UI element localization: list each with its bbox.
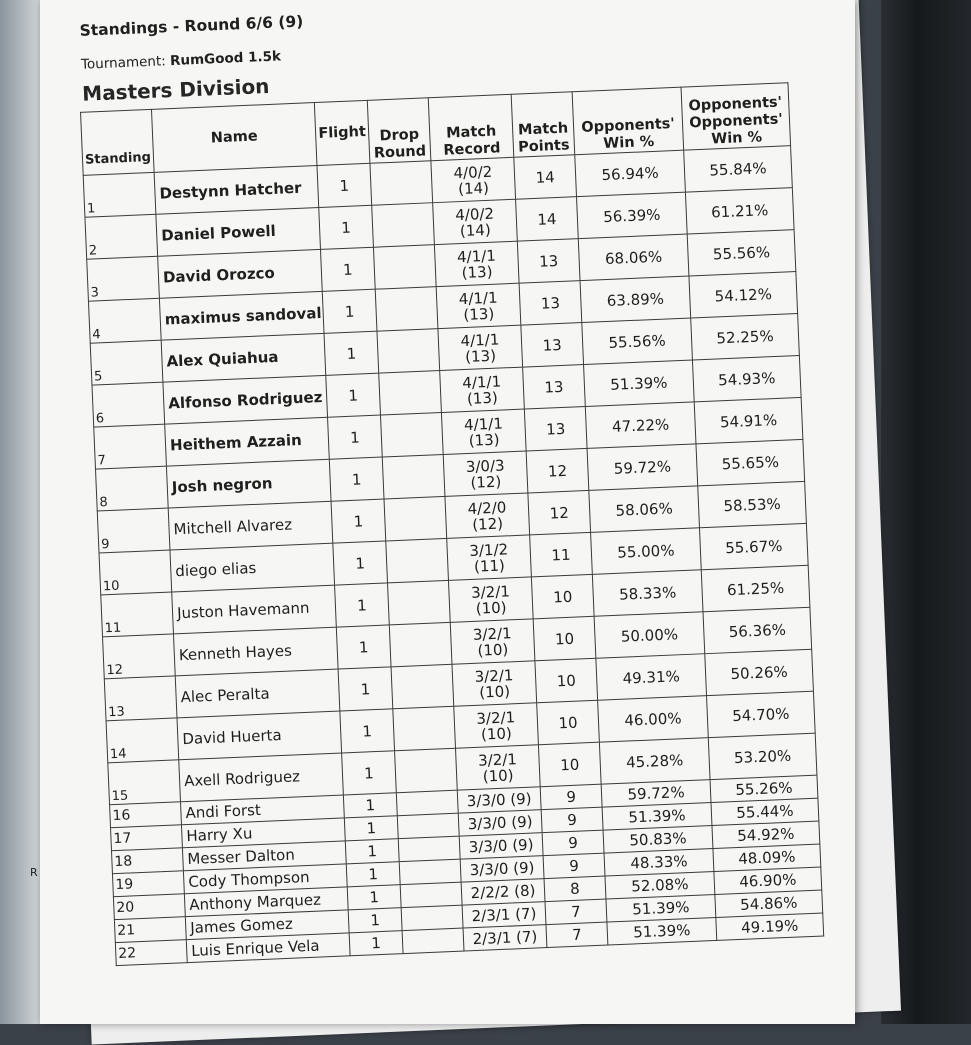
opp-opp-win-cell: 49.19%: [716, 913, 824, 940]
col-header-points-line2: Points: [517, 137, 570, 156]
opp-opp-win-cell: 54.12%: [689, 272, 798, 318]
opponents-win-cell: 68.06%: [578, 234, 689, 281]
player-name-cell: David Orozco: [158, 249, 323, 298]
standing-cell: 17: [111, 825, 183, 851]
match-record-cell: [463, 925, 547, 951]
standing-cell: 13: [104, 676, 177, 721]
opponents-win-cell: 50.83%: [603, 826, 713, 854]
drop-round-cell: [382, 454, 445, 499]
player-name-cell: diego elias: [170, 543, 335, 592]
margin-mark: R: [30, 866, 38, 879]
match-record-text: 4/0/2: [454, 204, 495, 224]
match-record-points: (13): [464, 346, 497, 366]
drop-round-cell: [384, 496, 447, 541]
flight-cell: 1: [338, 667, 393, 711]
standing-cell: 18: [111, 848, 183, 874]
match-record-points: (10): [475, 597, 507, 618]
col-header-oo-line1: Opponents': [688, 94, 783, 115]
standing-cell: 19: [112, 871, 184, 897]
opp-opp-win-cell: 56.36%: [703, 607, 812, 653]
standing-cell: 20: [113, 894, 185, 920]
match-record-points: (13): [461, 262, 493, 282]
match-record-text: 3/2/1: [476, 707, 516, 728]
match-points-cell: 10: [535, 658, 598, 703]
player-name-cell: Harry Xu: [181, 818, 345, 848]
match-record-text: 3/2/1: [474, 665, 514, 686]
standings-rows: [83, 146, 824, 966]
player-name-cell: Kenneth Hayes: [173, 627, 338, 676]
flight-cell: 1: [329, 457, 384, 501]
opponents-win-cell: 51.39%: [584, 360, 695, 407]
player-name-cell: Andi Forst: [181, 795, 345, 825]
opp-opp-win-cell: 54.93%: [692, 355, 801, 401]
drop-round-cell: [401, 905, 463, 931]
match-record-cell: [434, 241, 519, 286]
match-record-cell: [443, 451, 528, 496]
player-name-cell: Juston Havemann: [172, 585, 337, 634]
match-points-cell: 8: [544, 876, 606, 902]
drop-round-cell: [397, 813, 459, 839]
flight-cell: 1: [347, 885, 401, 910]
match-record-text: 3/3/0 (9): [467, 812, 533, 834]
opp-opp-win-cell: 48.09%: [713, 844, 821, 871]
match-points-cell: 13: [523, 365, 586, 410]
match-record-text: 4/1/1: [460, 330, 500, 350]
player-name-cell: Alec Peralta: [175, 669, 340, 718]
match-points-cell: 7: [546, 922, 608, 948]
drop-round-cell: [400, 882, 462, 908]
flight-cell: 1: [319, 205, 374, 249]
opp-opp-win-cell: 55.65%: [696, 439, 805, 485]
opp-opp-win-cell: 54.91%: [694, 397, 803, 443]
match-record-cell: [431, 157, 516, 202]
match-points-cell: 13: [517, 239, 580, 284]
flight-cell: 1: [324, 331, 379, 375]
drop-round-cell: [391, 664, 454, 709]
flight-cell: 1: [336, 625, 391, 669]
match-record-text: 4/1/1: [463, 413, 504, 434]
drop-round-cell: [370, 161, 433, 206]
tournament-label: Tournament:: [80, 53, 167, 73]
opp-opp-win-cell: 54.86%: [715, 890, 823, 917]
match-record-points: (14): [459, 220, 492, 240]
col-header-drop-round: [367, 98, 431, 163]
player-name-cell: Heithem Azzain: [165, 417, 330, 466]
standing-cell: 2: [85, 214, 158, 259]
match-points-cell: 11: [530, 532, 593, 577]
match-record-cell: [456, 745, 541, 790]
flight-cell: 1: [320, 247, 375, 291]
standing-cell: 8: [95, 466, 168, 511]
opponents-win-cell: 47.22%: [585, 402, 696, 449]
match-record-text: 3/2/1: [477, 749, 518, 770]
match-points-cell: 9: [540, 784, 602, 810]
opp-opp-win-cell: 61.21%: [685, 188, 794, 234]
standing-cell: 1: [83, 172, 156, 217]
match-record-text: 3/2/1: [472, 623, 512, 644]
col-header-points-line1: Match: [517, 120, 569, 139]
drop-round-cell: [402, 928, 464, 954]
match-points-cell: 10: [531, 574, 594, 619]
flight-cell: 1: [345, 839, 399, 864]
match-record-cell: [445, 493, 530, 538]
opponents-win-cell: 51.39%: [602, 803, 712, 831]
match-record-cell: [433, 199, 518, 244]
flight-cell: 1: [331, 499, 386, 543]
match-points-cell: 13: [521, 323, 584, 368]
standing-cell: 15: [108, 760, 181, 805]
flight-cell: 1: [340, 709, 395, 753]
drop-round-cell: [375, 287, 438, 332]
match-record-points: (10): [480, 723, 513, 744]
match-record-points: (13): [466, 388, 499, 408]
match-record-points: (12): [470, 472, 502, 492]
player-name-cell: Luis Enrique Vela: [186, 933, 350, 963]
opp-opp-win-cell: 52.25%: [691, 314, 800, 360]
standing-cell: 4: [88, 298, 161, 343]
drop-round-cell: [398, 836, 460, 862]
player-name-cell: Josh negron: [166, 459, 331, 508]
opp-opp-win-cell: 55.44%: [711, 798, 819, 825]
opp-opp-win-cell: 61.25%: [701, 565, 810, 611]
standing-cell: 22: [115, 940, 187, 966]
match-points-cell: 9: [543, 853, 605, 879]
opponents-win-cell: 51.39%: [606, 894, 716, 922]
flight-cell: 1: [349, 931, 403, 956]
drop-round-cell: [399, 859, 461, 885]
opp-opp-win-cell: 46.90%: [714, 867, 822, 894]
match-record-text: 4/0/2: [453, 162, 493, 182]
drop-round-cell: [372, 203, 435, 248]
match-record-cell: [447, 535, 532, 580]
player-name-cell: Cody Thompson: [183, 864, 347, 894]
drop-round-cell: [386, 538, 449, 583]
match-record-points: (14): [457, 178, 490, 198]
drop-round-cell: [377, 329, 440, 374]
opponents-win-cell: 49.31%: [596, 654, 707, 701]
col-header-oo-line3: Win %: [710, 129, 763, 148]
match-record-points: (12): [471, 514, 504, 534]
col-header-record-line1: Match: [445, 123, 497, 142]
col-header-standing: Standing: [81, 109, 155, 175]
col-header-record-line2: Record: [443, 140, 501, 159]
match-record-cell: [450, 619, 535, 664]
match-record-text: 3/1/2: [468, 539, 509, 560]
match-record-text: 3/3/0 (9): [468, 835, 534, 857]
standings-title: Standings - Round 6/6 (9): [79, 12, 304, 40]
opp-opp-win-cell: 53.20%: [708, 733, 817, 779]
opponents-win-cell: 55.00%: [591, 528, 702, 575]
drop-round-cell: [396, 790, 458, 816]
match-record-text: 4/1/1: [458, 288, 498, 308]
flight-cell: 1: [326, 373, 381, 417]
flight-cell: 1: [335, 583, 390, 627]
match-record-cell: [452, 661, 537, 706]
flight-cell: 1: [342, 751, 397, 795]
match-record-cell: [448, 577, 533, 622]
drop-round-cell: [388, 580, 451, 625]
col-header-drop-line2: Round: [373, 143, 427, 162]
standing-cell: 11: [101, 592, 174, 637]
match-record-text: 4/1/1: [456, 246, 497, 266]
match-points-cell: 13: [519, 281, 582, 326]
opponents-win-cell: 63.89%: [580, 276, 691, 323]
flight-cell: 1: [322, 289, 377, 333]
match-record-cell: [440, 367, 525, 412]
flight-cell: 1: [346, 862, 400, 887]
match-record-cell: [436, 283, 521, 328]
tournament-name: RumGood 1.5k: [169, 48, 282, 70]
drop-round-cell: [379, 371, 442, 416]
opp-opp-win-cell: 55.67%: [699, 523, 808, 569]
division-title: Masters Division: [81, 73, 270, 106]
opponents-win-cell: 58.06%: [589, 486, 700, 533]
match-points-cell: 12: [528, 490, 591, 535]
standing-cell: 9: [97, 508, 170, 553]
standing-cell: 6: [92, 382, 165, 427]
match-points-cell: 7: [545, 899, 607, 925]
match-points-cell: 9: [542, 830, 604, 856]
col-header-opp-line1: Opponents': [581, 116, 676, 136]
opponents-win-cell: 58.33%: [592, 570, 703, 617]
col-header-opp-opp-win: [681, 83, 791, 150]
player-name-cell: Mitchell Alvarez: [168, 501, 333, 550]
opponents-win-cell: 55.56%: [582, 318, 693, 365]
player-name-cell: Axell Rodriguez: [179, 753, 344, 802]
col-header-match-points: [511, 92, 575, 157]
match-record-points: (11): [473, 556, 506, 576]
standing-cell: 7: [94, 424, 167, 469]
col-header-opp-line2: Win %: [603, 133, 655, 152]
match-record-text: 4/1/1: [461, 372, 502, 392]
drop-round-cell: [389, 622, 452, 667]
standings-sheet: [75, 0, 875, 966]
flight-cell: 1: [333, 541, 388, 585]
standings-paper: [40, 0, 855, 1024]
flight-cell: 1: [343, 793, 397, 818]
standing-cell: 14: [106, 718, 179, 763]
flight-cell: 1: [348, 908, 402, 933]
match-record-text: 3/0/3: [465, 455, 505, 476]
match-record-points: (10): [478, 681, 511, 702]
opponents-win-cell: 45.28%: [599, 738, 710, 785]
match-points-cell: 12: [526, 448, 589, 493]
match-points-cell: 13: [524, 406, 587, 451]
match-record-text: 2/3/1 (7): [471, 904, 537, 926]
drop-round-cell: [380, 413, 443, 458]
player-name-cell: David Huerta: [177, 711, 342, 760]
col-header-flight: Flight: [314, 100, 370, 165]
player-name-cell: Alex Quiahua: [161, 333, 326, 382]
standing-cell: 16: [110, 802, 182, 828]
match-record-points: (10): [477, 639, 509, 660]
standing-cell: 5: [90, 340, 163, 385]
drop-round-cell: [395, 748, 458, 793]
match-points-cell: 9: [541, 807, 603, 833]
opp-opp-win-cell: 55.84%: [684, 146, 793, 192]
player-name-cell: maximus sandoval: [159, 291, 324, 340]
col-header-name: Name: [151, 103, 316, 173]
flight-cell: 1: [328, 415, 383, 459]
opponents-win-cell: 59.72%: [601, 780, 711, 808]
flight-cell: 1: [317, 163, 372, 207]
match-points-cell: 10: [537, 700, 600, 745]
match-record-cell: [454, 703, 539, 748]
opponents-win-cell: 48.33%: [604, 849, 714, 877]
flight-cell: 1: [344, 816, 398, 841]
opponents-win-cell: 50.00%: [594, 612, 705, 659]
col-header-drop-line1: Drop: [379, 126, 420, 145]
opp-opp-win-cell: 50.26%: [705, 649, 814, 695]
match-record-points: (13): [463, 304, 495, 324]
drop-round-cell: [373, 245, 436, 290]
player-name-cell: James Gomez: [185, 910, 349, 940]
player-name-cell: Alfonso Rodriguez: [163, 375, 328, 424]
col-header-match-record: [428, 94, 514, 160]
match-record-text: 3/2/1: [470, 581, 511, 602]
player-name-cell: Anthony Marquez: [184, 887, 348, 917]
col-header-opponents-win: [572, 87, 684, 155]
match-points-cell: 10: [538, 742, 601, 787]
col-header-oo-line2: Opponents': [688, 111, 784, 132]
match-record-text: 2/3/1 (7): [472, 927, 538, 949]
match-record-text: 3/3/0 (9): [469, 858, 535, 880]
opponents-win-cell: 46.00%: [598, 696, 709, 743]
opponents-win-cell: 51.39%: [607, 917, 717, 945]
match-record-text: 2/2/2 (8): [470, 881, 536, 903]
match-record-points: (13): [468, 430, 500, 450]
match-record-points: (10): [482, 765, 514, 786]
match-points-cell: 14: [516, 197, 579, 242]
match-points-cell: 14: [514, 155, 577, 200]
opp-opp-win-cell: 55.56%: [687, 230, 796, 276]
match-record-cell: [438, 325, 523, 370]
opponents-win-cell: 56.94%: [575, 150, 686, 197]
standings-table: [80, 82, 824, 966]
match-record-cell: [441, 409, 526, 454]
standing-cell: 10: [99, 550, 172, 595]
standing-cell: 12: [103, 634, 176, 679]
opponents-win-cell: 59.72%: [587, 444, 698, 491]
match-record-text: 3/3/0 (9): [466, 789, 532, 811]
opp-opp-win-cell: 58.53%: [698, 481, 807, 527]
opponents-win-cell: 52.08%: [605, 872, 715, 900]
player-name-cell: Daniel Powell: [156, 207, 321, 256]
player-name-cell: Destynn Hatcher: [154, 166, 319, 215]
opp-opp-win-cell: 55.26%: [710, 775, 818, 802]
opp-opp-win-cell: 54.92%: [712, 821, 820, 848]
match-points-cell: 10: [533, 616, 596, 661]
match-record-text: 4/2/0: [467, 497, 507, 518]
player-name-cell: Messer Dalton: [182, 841, 346, 871]
standing-cell: 3: [87, 256, 160, 301]
standing-cell: 21: [114, 917, 186, 943]
drop-round-cell: [393, 706, 456, 751]
opponents-win-cell: 56.39%: [577, 192, 688, 239]
opp-opp-win-cell: 54.70%: [707, 691, 816, 737]
